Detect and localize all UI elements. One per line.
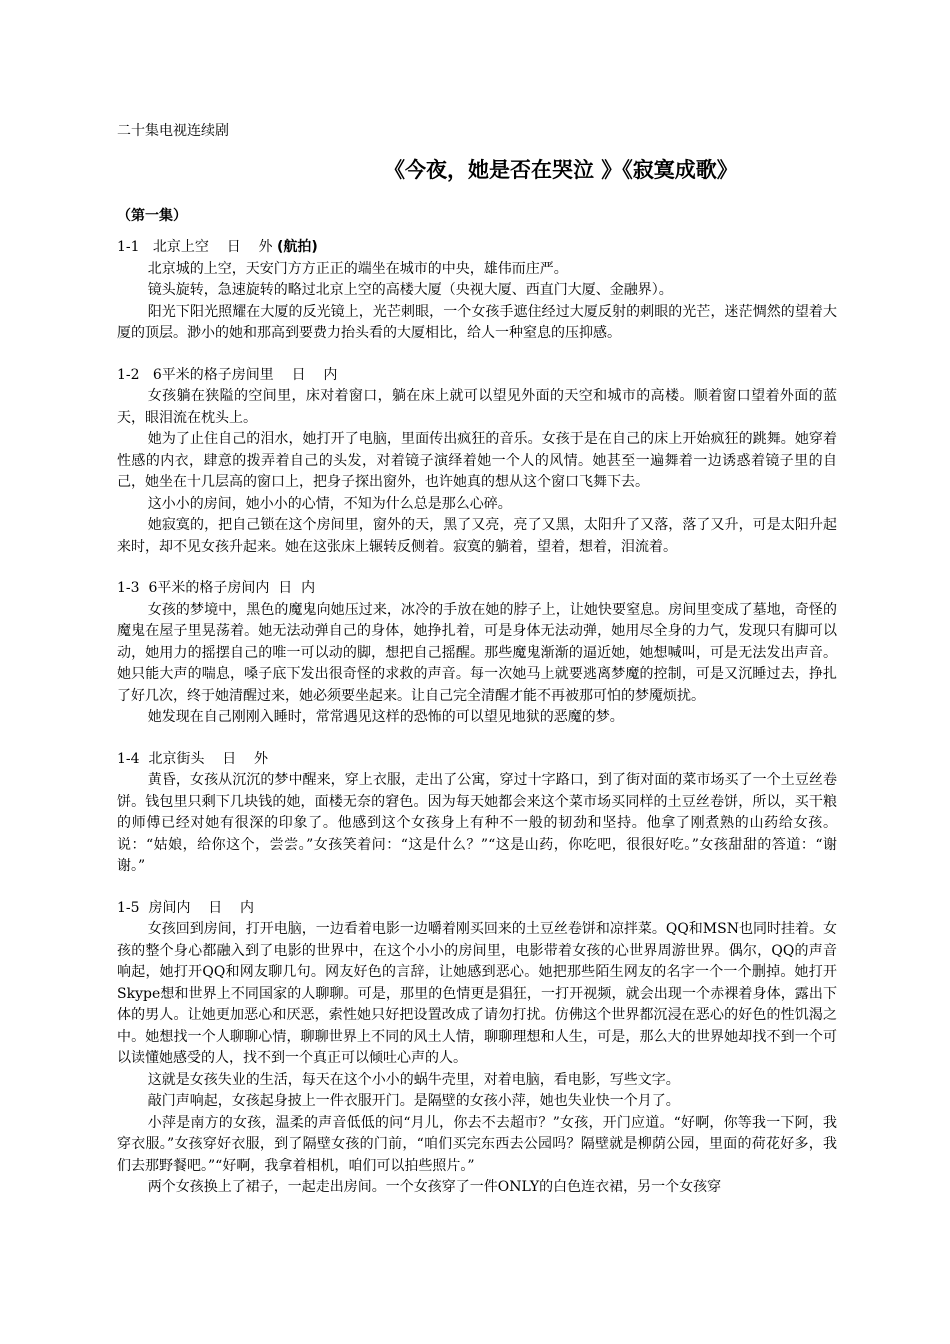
- scene-heading-text: 1-1 北京上空 日 外: [117, 239, 277, 255]
- scene-1-5: [117, 898, 837, 1199]
- scene-1-1: [117, 237, 837, 345]
- scene-heading: 1-4 北京街头 日 外: [117, 750, 269, 767]
- paragraph: 这小小的房间，她小小的心情，不知为什么总是那么心碎。: [147, 495, 512, 512]
- paragraph: 阳光下阳光照耀在大厦的反光镜上，光芒刺眼，一个女孩手遮住经过大厦反射的刺眼的光芒，迷茫惆然的望着大厦的顶层。渺小的她和那高到要费力抬头看的大厦相比，给人一种窒息的压抑感。: [117, 303, 837, 341]
- scene-1-2: [117, 365, 837, 559]
- scene-heading: 1-3 6平米的格子房间内 日 内: [117, 580, 316, 596]
- script-body: [117, 237, 837, 1219]
- scene-heading: 1-2 6平米的格子房间里 日 内: [117, 366, 338, 383]
- paragraph: 小萍是南方的女孩，温柔的声音低低的问“月儿，你去不去超市？”女孩，开门应道。“好啊，你等我一下阿，我穿衣服。”女孩穿好衣服，到了隔壁女孩的门前，“咱们买完东西去公园吗？隔壁就是柳荫公园，里面的荷花好多，我们去那野餐吧。”“好啊，我拿着相机，咱们可以拍些照片。”: [117, 1114, 837, 1174]
- paragraph: 北京城的上空，天安门方方正正的端坐在城市的中央，雄伟而庄严。: [147, 260, 568, 277]
- document-title: 《今夜，她是否在哭泣 》《寂寞成歌》: [384, 158, 738, 182]
- paragraph: 这就是女孩失业的生活，每天在这个小小的蜗牛壳里，对着电脑，看电影，写些文字。: [147, 1071, 680, 1088]
- scene-1-4: [117, 749, 837, 878]
- paragraph: 她寂寞的，把自己锁在这个房间里，窗外的天，黑了又亮，亮了又黑，太阳升了又落，落了又升，可是太阳升起来时，却不见女孩升起来。她在这张床上辗转反侧着。寂寞的躺着，望着，想着，泪流着。: [117, 517, 837, 555]
- scene-1-3: [117, 578, 837, 729]
- paragraph: 敲门声响起，女孩起身披上一件衣服开门。是隔壁的女孩小萍，她也失业快一个月了。: [147, 1093, 680, 1109]
- paragraph: 两个女孩换上了裙子，一起走出房间。一个女孩穿了一件ONLY的白色连衣裙，另一个女孩穿: [147, 1179, 722, 1195]
- paragraph: 她发现在自己刚刚入睡时，常常遇见这样的恐怖的可以望见地狱的恶魔的梦。: [147, 709, 624, 725]
- paragraph: 女孩的梦境中，黑色的魔鬼向她压过来，冰冷的手放在她的脖子上，让她快要窒息。房间里变成了墓地，奇怪的魔鬼在屋子里晃荡着。她无法动弹自己的身体，她挣扎着，可是身体无法动弹，她用尽全身的力气，发现只有脚可以动，她用力的摇摆自己的唯一可以动的脚，想把自己摇醒。那些魔鬼渐渐的逼近她，她想喊叫，可是无法发出声音。她只能大声的喘息，嗓子底下发出很奇怪的求救的声音。每一次她马上就要逃离梦魔的控制，可是又沉睡过去，挣扎了好几次，终于她清醒过来，她必须要坐起来。让自己完全清醒才能不再被那可怕的梦魇烦扰。: [117, 601, 837, 704]
- aerial-label: (航拍): [276, 239, 318, 255]
- paragraph: 女孩躺在狭隘的空间里，床对着窗口，躺在床上就可以望见外面的天空和城市的高楼。顺着窗口望着外面的蓝天，眼泪流在枕头上。: [117, 388, 837, 426]
- episode-label: （第一集）: [117, 208, 187, 224]
- paragraph: 她为了止住自己的泪水，她打开了电脑，里面传出疯狂的音乐。女孩于是在自己的床上开始疯狂的跳舞。她穿着性感的内衣，肆意的拨弄着自己的头发，对着镜子演绎着她一个人的风情。她甚至一遍舞着一边诱惑着镜子里的自己，她坐在十几层高的窗口上，把身子探出窗外，也许她真的想从这个窗口飞舞下去。: [117, 431, 837, 490]
- scene-heading: [117, 237, 837, 259]
- paragraph: 镜头旋转，急速旋转的略过北京上空的高楼大厦（央视大厦、西直门大厦、金融界）。: [147, 282, 673, 298]
- scene-heading: 1-5 房间内 日 内: [117, 899, 255, 916]
- paragraph: 黄昏，女孩从沉沉的梦中醒来，穿上衣服，走出了公寓，穿过十字路口，到了街对面的菜市场买了一个土豆丝卷饼。钱包里只剩下几块钱的她，面楼无奈的窘色。因为每天她都会来这个菜市场买同样的土豆丝卷饼，所以，买干粮的师傅已经对她有很深的印象了。他感到这个女孩身上有种不一般的韧劲和坚持。他拿了刚煮熟的山药给女孩。说：“姑娘，给你这个，尝尝。”女孩笑着问：“这是什么？”“这是山药，你吃吧，很很好吃。”女孩甜甜的答道：“谢谢。”: [117, 772, 837, 874]
- paragraph: 女孩回到房间，打开电脑，一边看着电影一边嚼着刚买回来的土豆丝卷饼和凉拌菜。QQ和MSN也同时挂着。女孩的整个身心都融入到了电影的世界中，在这个小小的房间里，电影带着女孩的心世界周游世界。偶尔，QQ的声音响起，她打开QQ和网友聊几句。网友好色的言辞，让她感到恶心。她把那些陌生网友的名字一个一个删掉。她打开Skype想和世界上不同国家的人聊聊。可是，那里的色情更是猖狂，一打开视频，就会出现一个赤裸着身体，露出下体的男人。让她更加恶心和厌恶，索性她只好把设置改成了请勿打扰。仿佛这个世界都沉浸在恶心的好色的性饥渴之中。她想找一个人聊聊心情，聊聊世界上不同的风土人情，聊聊理想和人生，可是，那么大的世界她却找不到一个可以读懂她感受的人，找不到一个真正可以倾吐心声的人。: [117, 921, 837, 1066]
- series-label: 二十集电视连续剧: [117, 123, 229, 139]
